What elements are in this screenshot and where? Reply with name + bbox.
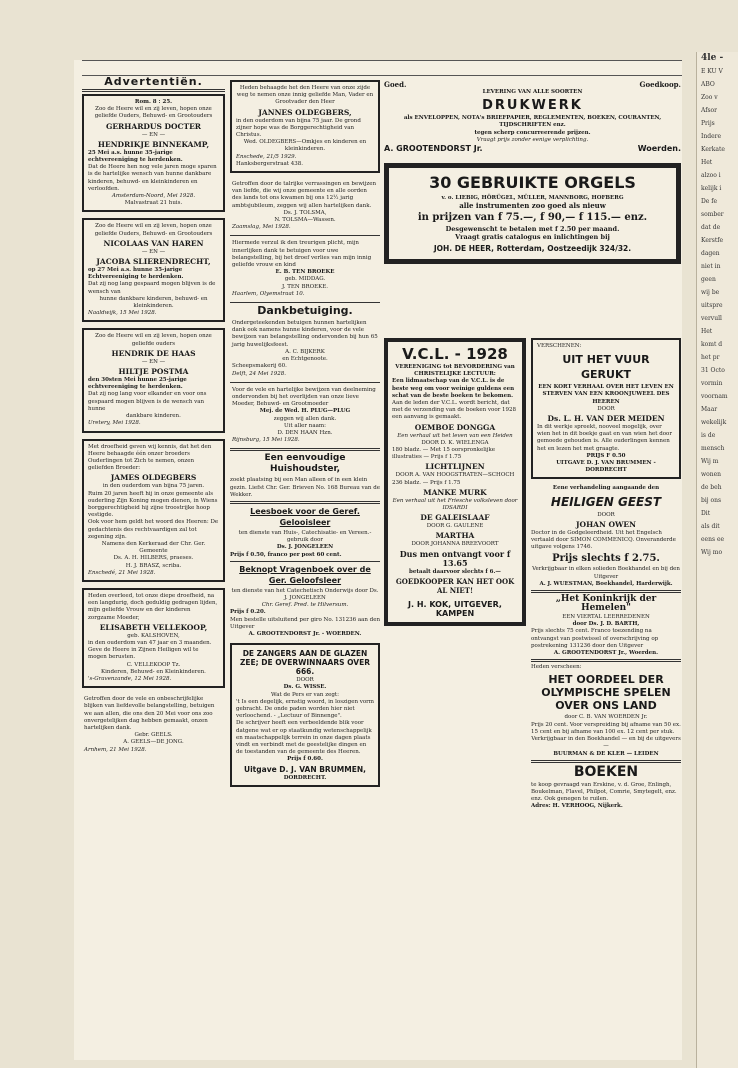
ad-text: Scheepsmakerij 60. <box>232 363 287 370</box>
ad-text: DOOR JOHANNA BREEVOORT <box>411 541 499 548</box>
dank-title: Dankbetuiging. <box>257 304 353 318</box>
ad-geels <box>82 694 225 756</box>
next-page-line: Wij m <box>701 458 719 465</box>
ad-text: Goedkoop. <box>639 80 681 89</box>
ad-text: Gebr. GEELS. <box>134 732 173 739</box>
ad-text: N. TOLSMA—Wassen. <box>274 217 336 224</box>
ad-text: ten dienste van Huis-, Catechisatie- en Vereen.-gebruik door <box>238 529 372 544</box>
ad-text: In dit werkje spreekt, nooveel mogelijk, over wien het in dit boekje gaat en van wien het door gemoede gehouden is. Alle ouderlingen kennen het en lezen het met graagte. <box>537 424 672 452</box>
ad-name: DE GALEISLAAF <box>420 513 490 523</box>
ad-text: Voor de vele en hartelijke bewijzen van deelneming ondervonden bij het overlijden van onze lieve Moeder, Behuwd- en Grootmoeder <box>232 386 376 408</box>
ad-name: JAMES OLDEGBERS <box>110 473 197 483</box>
next-page-line: Het <box>701 328 713 335</box>
ad-text: Amsterdam-Noord, Mei 1928. <box>111 193 196 200</box>
ad-text: Dat zij nog lang voor elkander en voor ons gespaard mogen blijven is de wensch van hunne <box>88 391 207 412</box>
ad-text: Aan de leden der V.C.L. wordt bericht, dat met de verzending van de boeken voor 1928 een aanvang is gemaakt. <box>392 400 516 421</box>
heilige-geest-title: HEILIGEN GEEST <box>550 494 662 509</box>
ad-text: DOOR A. VAN HOOGSTRATEN—SCHOCH <box>395 472 515 479</box>
ad-bijkerk <box>230 318 380 380</box>
ad-text: v. o. LIEBIG, HÖRÜGEL, MÜLLER, MANNBORG, HOFBERG <box>441 195 624 202</box>
ad-text: Ruim 20 jaren heeft hij in onze gemeente als ouderling Zijn Koning mogen dienen, in Wiens borggerechtigheid hij zijne troostrijke hoop vestigde. <box>88 490 218 519</box>
ad-text: geb. KALSHOVEN, <box>127 632 180 639</box>
ad-text: door Ds. J. D. BARTH, <box>572 621 640 628</box>
next-page-line: mensch <box>701 445 725 452</box>
ad-text: A. GROOTENDORST Jr. - WOERDEN. <box>248 630 362 637</box>
ad-text: A. C. BIJKERK <box>285 348 325 355</box>
ad-text: BUURMAN & DE KLER — LEIDEN <box>553 750 659 757</box>
ad-text: VEREENIGING tot BEVORDERING van CHRISTELIJKE LECTUUR: <box>395 364 515 378</box>
ad-text: Haarlem, Olyemstraat 10. <box>232 290 305 297</box>
next-page-line: alzoo i <box>701 172 721 179</box>
column-2 <box>230 80 380 793</box>
ad-text: in prijzen van f 75.—, f 90,— f 115.— enz. <box>417 212 648 224</box>
ad-name: GOEDKOOPER KAN HET OOK AL NIET! <box>395 576 515 595</box>
ad-text: Zaamslag, Mei 1928. <box>232 224 291 231</box>
ad-text: Prijs slechts f 2.75. <box>552 553 660 565</box>
ad-text: DOOR <box>597 405 615 412</box>
ad-text: Prijs slechts 75 cent. Franco toezending na ontvangst van postwissel of overschrijving op postrekening 131236 door den Uitgever <box>531 628 659 649</box>
next-page-line: Wij mo <box>701 549 723 556</box>
ad-name: OEMBOE DONGGA <box>414 422 496 432</box>
ad-oldegbers-death <box>82 439 225 582</box>
next-page-line: vormin <box>701 380 723 387</box>
ad-text: in den ouderdom van bijna 75 jaar. De grond zijner hope was de Borggerechtigheid van Christus. <box>236 117 361 139</box>
ad-text: UITGAVE D. J. VAN BRUMMEN - DORDRECHT <box>556 460 656 474</box>
ad-text: Namens den Kerkeraad der Chr. Ger. Gemeente <box>101 540 206 555</box>
ad-text: C. VELLEKOOP Tz. <box>126 661 181 668</box>
ad-text: geb. MIDDAG. <box>284 276 326 283</box>
ad-name: GERHARDUS DOCTER <box>105 121 202 131</box>
ad-text: Heden behaagde het den Heere van onze zijde weg te nemen onze innig geliefde Man, Vader en Grootvader den Heer <box>236 85 374 106</box>
ad-text: Getroffen door de talrijke verrassingen en bewijzen van liefde, die wij onze gemeente en alle oorden des lands tot ons kwamen bij ons 12½ jarig ambtsjubileum, zeggen wij allen hartelijken dank. <box>232 181 377 209</box>
ad-text: Verkrijgbaar in elken solieden Boekhandel en bij den Uitgever <box>532 566 680 580</box>
ad-text: in den ouderdom van bijna 75 jaren. <box>102 483 205 490</box>
next-page-line: bij ons <box>701 497 722 504</box>
ad-text: Heden overleed, tot onze diepe droefheid, na een langdurig, doch geduldig gedragen lijden, mijn geliefde Vrouw en der kinderen zorgzame Moeder, <box>88 592 218 621</box>
ad-text: Doctor in de Godgeleerdheid. Uit het Engelsch vertaald door SIMON COMMENICQ. Onveranderde uitgave volgens 1746. <box>531 529 676 551</box>
next-page-line: uitspre <box>701 302 723 309</box>
next-page-line: Kerstfe <box>701 237 724 244</box>
ad-text: hunne dankbare kinderen, behuwd- en kleinkinderen. <box>99 295 208 310</box>
drukwerk-title: DRUKWERK <box>482 98 583 114</box>
column-1 <box>82 74 225 756</box>
next-page-line: geen <box>701 276 716 283</box>
next-page-line: De fe <box>701 198 718 205</box>
ad-docter-binnenkamp <box>82 94 225 212</box>
ad-text: Ds. J. TOLSMA, <box>283 209 327 216</box>
ad-text: Zoo de Heere wil en zij leven, hopen onze geliefde Ouders, Behuwd- en Grootouders <box>94 106 213 120</box>
ad-text: Hanksbergerstraat 438. <box>236 160 304 167</box>
ad-name: Ds. L. H. VAN DER MEIDEN <box>547 414 665 424</box>
ad-text: Prijs f 0.60. <box>287 756 323 763</box>
ad-text: Met droefheid geven wij kennis, dat het den Heere behaagde één onzer broeders Ouderlingen tot Zich te nemen, onzen geliefden Broeder: <box>88 443 212 472</box>
ad-text: Malvastraat 21 huis. <box>124 200 183 207</box>
ad-text: DOOR G. GAULENE <box>426 523 484 530</box>
ad-text: — EN — <box>141 358 166 365</box>
ad-text: D. DEN HAAN Hzn. <box>277 429 333 436</box>
next-page-line: somber <box>701 211 724 218</box>
huishoudster-title: Een eenvoudige Huishoudster, <box>264 453 346 475</box>
ad-name: JANNES OLDEGBERS, <box>258 107 352 117</box>
ad-text: Naaldwijk, 15 Mei 1928. <box>88 310 157 317</box>
ad-text: Enschede, 21/5 1929. <box>236 153 297 160</box>
ad-name: DE ZANGERS AAN DE GLAZEN ZEE; DE OVERWINNAARS OVER 666. <box>239 649 371 677</box>
next-page-line: komt d <box>701 341 723 348</box>
ad-text: Dat zij nog lang gespaard mogen blijven is de wensch van <box>88 281 216 295</box>
ad-text: PRIJS F 0.50 <box>586 452 626 459</box>
ad-name: LICHTLIJNEN <box>425 462 485 472</box>
next-page-line: Maar <box>701 406 718 413</box>
next-page-line: Indere <box>701 133 722 140</box>
ad-text: Ondergeteekenden betuigen hunnen hartelijken dank ook namens hunne kinderen, voor de vele bewijzen van belangstelling ondervonden bij hun 65 jarig huwelijksfeest. <box>232 320 378 348</box>
ad-text: Een verhaal uit het leven van een Heiden <box>397 432 513 439</box>
section-title: Advertentiën. <box>104 75 203 88</box>
column-3 <box>384 338 526 632</box>
ad-name: Uitgave D. J. VAN BRUMMEN, <box>244 764 366 774</box>
ad-text: Getroffen door de vele en onbeschrijfelijke blijken van liefdevolle belangstelling, betuigen we aan allen, die ons den 20 Mei voor ons zoo onvergetelijken dag hebben gemaakt, onzen hartelijken dank. <box>84 696 215 731</box>
ad-text: en Echtgenoote. <box>282 356 328 363</box>
ad-text: 180 bladz. — Met 15 oorspronkelijke illustraties — Prijs f 1.75 <box>392 447 496 461</box>
ad-text: Kinderen, Behuwd- en Kleinkinderen. <box>101 668 206 675</box>
vcl-title: V.C.L. - 1928 <box>402 345 508 363</box>
ad-de-haas <box>82 328 225 432</box>
next-page-line: het pr <box>701 354 720 361</box>
ad-ten-broeke <box>230 238 380 300</box>
huishoudster-text: zoekt plaatsing bij een Man alleen of in een klein gezin. Liefst Chr. Ger. Brieven No. 168 Bureau van de Wekker. <box>230 477 380 498</box>
ad-text: Mej. de Wed. H. PLUG—PLUG <box>259 408 351 415</box>
ad-text: A. GROOTENDORST Jr., Woerden. <box>553 650 659 657</box>
next-page-line: Prijs <box>701 120 715 127</box>
ad-name: HILTJE POSTMA <box>118 367 189 377</box>
next-page-line: Kerkate <box>701 146 725 153</box>
ad-plug <box>230 385 380 447</box>
ad-text: De schrijver heeft een verbeeldende blik voor datgene wat er op staatkundig wetenschappelijk en maatschappelijk terrein in onze dagen plaats vindt en verbindt met de geestelijke dingen en de toestanden van de gemeente des Heeren. <box>236 720 372 756</box>
ad-text: Arnhem, 21 Mei 1928. <box>84 746 147 753</box>
ad-text: 't Is een degelijk, ernstig woord, in loszigen vorm gebracht. De onde paden worden hier niet verloochend. - „Lectuur of Binnenge". <box>236 698 375 720</box>
ad-text: tegen scherp concurreerende prijzen. <box>474 129 591 136</box>
ad-text: Woerden. <box>637 144 681 154</box>
ad-text: VERSCHENEN: <box>537 343 582 349</box>
ad-text: Uretery, Mei 1928. <box>88 420 141 427</box>
next-page-line: dat de <box>701 224 721 231</box>
ad-vellekoop <box>82 588 225 688</box>
ad-text: Men bestelle uitsluitend per giro No. 131236 aan den Uitgever <box>230 616 380 630</box>
ad-text: Zoo de Heere wil en zij leven, hopen onze geliefde ouders <box>95 333 212 347</box>
next-page-line: dagen <box>701 250 720 257</box>
ad-text: EEN VIERTAL LEERREDENEN <box>562 614 650 621</box>
ad-text: dankbare kinderen. <box>126 413 181 420</box>
next-page-line: wekelijk <box>701 419 727 426</box>
ad-name: MANKE MURK <box>423 487 487 497</box>
next-page-line: vervull <box>701 315 722 322</box>
ad-text: ten dienste van het Catechetisch Onderwijs door Ds. J. JONGELEEN <box>231 587 379 601</box>
ad-text: Vraagt gratis catalogus en inlichtingen bij <box>455 232 610 241</box>
ad-text: den 30sten Mei hunne 25-jarige echtvereeniging te herdenken. <box>88 377 187 391</box>
ad-text: Enschedé, 21 Mei 1928. <box>88 569 156 576</box>
next-page-line: voornam <box>701 393 728 400</box>
ad-uit-het-vuur <box>531 338 681 479</box>
next-page-line: E KU V <box>701 68 723 75</box>
ad-name: „Het Koninkrijk der Hemelen" <box>555 594 657 614</box>
ad-name: NICOLAAS VAN HAREN <box>103 238 204 248</box>
leesboek-title: Leesboek voor de Geref. Gelooisleer <box>250 506 360 527</box>
ad-text: op 27 Mei a.s. hunne 35-jarige Echtvereeniging te herdenken. <box>88 267 184 281</box>
column-4 <box>531 338 681 811</box>
ad-text: alle instrumenten zoo goed als nieuw <box>459 201 606 211</box>
ad-text: zeggen wij allen dank. <box>273 415 337 422</box>
ad-text: 's-Gravenzande, 12 Mei 1928. <box>88 675 172 682</box>
ad-text: Wat de Pers er van zegt: <box>271 691 339 698</box>
ad-text: Prijs f 0.50, franco per post 60 cent. <box>230 551 342 558</box>
next-page-line: 4le - <box>701 53 724 63</box>
ad-text: Heden verscheen: <box>531 664 582 671</box>
ad-text: betaalt daarvoor slechts f 6.— <box>409 568 501 575</box>
ad-text: in den ouderdom van 47 jaar en 3 maanden. <box>88 639 212 646</box>
ad-text: Rijnsburg, 15 Mei 1928. <box>232 437 300 444</box>
ad-name: HENDRIKJE BINNEKAMP, <box>97 139 210 149</box>
ad-text: Dat de Heere hen nog vele jaren moge sparen is de hartelijke wensch van hunne dankbare kinderen, behuwd- en kleinkinderen en verloofden. <box>88 164 217 192</box>
ad-text: A. J. WUESTMAN, Boekhandel, Harderwijk. <box>539 580 673 587</box>
ad-text: DOOR <box>597 511 615 518</box>
ad-text: — EN — <box>141 248 166 255</box>
ad-text: J. TEN BROEKE. <box>281 283 329 290</box>
ad-text: DOOR <box>296 677 314 684</box>
ad-name: HENDRIK DE HAAS <box>111 348 196 358</box>
ad-text: Zoo de Heere wil en zij leven, hopen onze geliefde Ouders, Behuwd- en Grootouders <box>94 223 213 237</box>
ad-text: Ds. G. WISSE. <box>283 684 327 691</box>
next-page-line: niet in <box>701 263 721 270</box>
next-page-line: Dit <box>701 510 711 517</box>
ad-text: A. GEELS—DE JONG. <box>123 739 184 746</box>
ad-name: Dus men ontvangt voor f 13.65 <box>399 548 511 568</box>
ad-text: EEN KORT VERHAAL OVER HET LEVEN EN STERVEN VAN EEN KROONJUWEEL DES HEEREN <box>538 384 674 405</box>
ad-name: JACOBA SLIERENDRECHT, <box>96 257 211 267</box>
ad-van-haren <box>82 218 225 322</box>
ad-text: Delft, 24 Mei 1928. <box>232 370 287 377</box>
ad-text: — EN — <box>141 131 166 138</box>
next-page-line: Het <box>701 159 713 166</box>
ad-name: UIT HET VUUR GERUKT <box>562 353 650 382</box>
ad-text: DOOR D. K. WIELENGA <box>421 439 489 446</box>
ad-text: door C. B. VAN WOERDEN Jr. <box>564 714 648 721</box>
next-page-line: is de <box>701 432 716 439</box>
ad-text: 236 bladz. — Prijs f 1.75 <box>392 479 461 486</box>
ad-tolsma <box>230 179 380 233</box>
vragenboek-title: Beknopt Vragenboek over de Ger. Geloofsleer <box>239 564 371 585</box>
ad-text: Ds. J. JONGELEEN <box>276 544 334 551</box>
next-page-line: ABO <box>701 81 715 88</box>
ad-text: JOH. DE HEER, Rotterdam, Oostzeedijk 324/32. <box>433 243 632 253</box>
next-page-text <box>697 52 738 559</box>
ad-name: J. H. KOK, UITGEVER, KAMPEN <box>408 599 502 618</box>
ad-text: Ook voor hem geldt het woord des Heeren: De gedachtenis des rechtvaardigen zal tot zegening zijn. <box>88 519 219 540</box>
next-page-line: de beh <box>701 484 722 491</box>
ad-text: Chr. Geref. Pred. te Hilversum. <box>261 602 349 609</box>
ad-text: Wed. OLDEGBERS—Omkjes en kinderen en kleinkinderen. <box>243 139 367 153</box>
orgels-title: 30 GEBRUIKTE ORGELS <box>429 173 636 193</box>
next-page-line: eens ee <box>701 536 725 543</box>
ad-text: te koop gevraagd van Erskine, v. d. Groe, Enlingh, Boukelman, Flavel, Philpot, Comrie, Smytegelt, enz. enz. Ook genegen te ruilen. <box>531 781 677 803</box>
next-page-line: wij be <box>701 289 720 296</box>
ad-text: Een lidmaatschap van de V.C.L. is de beste weg om voor weinige guldens een schat van de beste boeken te bekomen. <box>392 378 515 399</box>
ad-text: Een verhaal uit het Friesche volksleven door IDSARDI <box>392 497 518 512</box>
boeken-title: BOEKEN <box>573 763 639 780</box>
drukwerk-ad <box>384 80 681 270</box>
next-page-line: kelijk i <box>701 185 722 192</box>
ad-text: LEVERING VAN ALLE SOORTEN <box>482 89 583 95</box>
next-page-edge <box>696 52 738 1068</box>
next-page-line: 31 Octo <box>701 367 725 374</box>
ad-text: 25 Mei a.s. hunne 35-jarige echtvereeniging te herdenken. <box>88 149 183 164</box>
olympische-title: HET OORDEEL DER OLYMPISCHE SPELEN OVER ONS LAND <box>541 673 671 713</box>
ad-orgels <box>384 163 681 264</box>
ad-text: DORDRECHT. <box>283 774 327 781</box>
ad-text: Ds. A. H. HILBERS, praeses. <box>113 555 194 562</box>
ad-text: Vraagt prijs zonder eenige verplichting. <box>476 136 589 143</box>
next-page-line: Zoo v <box>701 94 718 101</box>
ad-text: als ENVELOPPEN, NOTA's BRIEFPAPIER, REGLEMENTEN, BOEKEN, COURANTEN, TIJDSCHRIFTEN enz. <box>403 115 662 129</box>
ad-text: Geve de Heere in Zijnen Heiligen wil te mogen berusten. <box>88 647 199 661</box>
ad-text: E. B. TEN BROEKE <box>275 269 335 276</box>
ad-text: Goed. <box>384 80 407 89</box>
next-page-line: Afsor <box>701 107 718 114</box>
ad-jannes-oldegbers <box>230 80 380 173</box>
ad-text: Uit aller naam: <box>284 422 326 429</box>
ad-text: Prijs f 0.20. <box>230 609 266 616</box>
ad-text: Rom. 8 : 25. <box>134 99 173 105</box>
ad-name: JOHAN OWEN <box>576 519 636 529</box>
ad-name: MARTHA <box>435 531 475 541</box>
ad-zangers <box>230 643 380 787</box>
ad-text: Adres: H. VERHOOG, Nijkerk. <box>531 803 623 810</box>
ad-vcl <box>384 338 526 626</box>
next-page-line: als dit <box>701 523 720 530</box>
ad-text: Hiermede verzul ik den treurigen plicht, mijn innerlijken dank te betuigen voor uwe belangstelling, bij het droef verlies van mijn innig geliefde vrouw en kind <box>232 240 372 269</box>
ad-text: Verkrijgbaar in den Boekhandel — en bij de uitgevers — <box>531 736 681 750</box>
ad-text: H. J. BRASZ, scriba. <box>125 562 182 569</box>
next-page-line: wonen <box>701 471 722 478</box>
ad-text: Prijs 20 cent. Voor verspreiding bij afname van 50 ex. 15 cent en bij afname van 100 ex. 12 cent per stuk. <box>531 721 681 735</box>
ad-text: A. GROOTENDORST Jr. <box>384 144 483 154</box>
ad-name: ELISABETH VELLEKOOP, <box>99 622 208 632</box>
ad-text: Desgewenscht te betalen met f 2.50 per maand. <box>445 225 620 234</box>
ad-text: Eene verhandeling aangaande den <box>552 485 660 492</box>
